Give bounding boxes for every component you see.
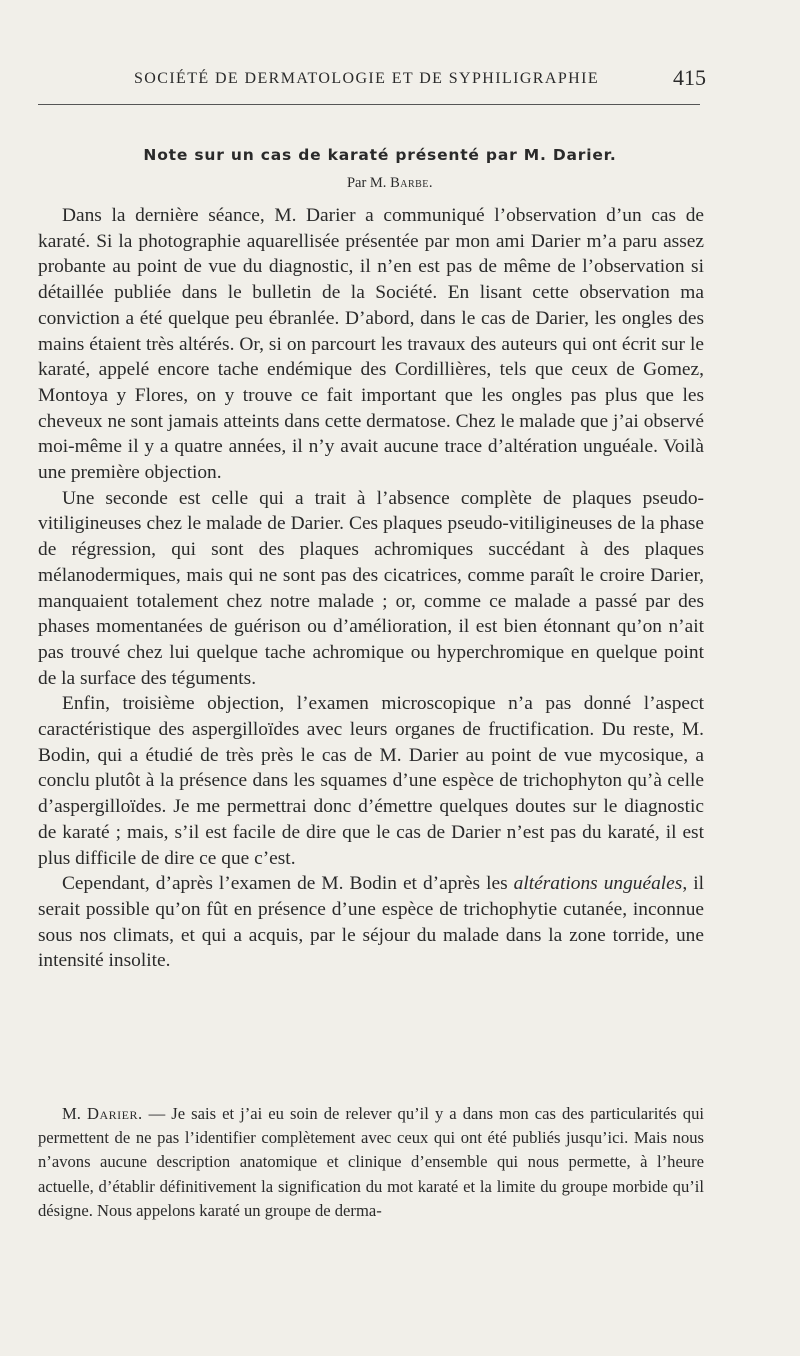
page-header [38,62,710,96]
byline-author: Barbe. [390,175,434,191]
article-body [38,203,704,974]
text-span: , il serait possible qu’on fût en présence d’une espèce de trichophytie cutanée, inconnue sous nos climats, et qui a acquis, par le séjour du malade dans la zone torride, une intensité insolite. [38,873,704,972]
page-number: 415 [673,65,706,90]
article-title: Note sur un cas de karaté présenté par M. Darier. [143,146,617,164]
italic-phrase: altérations unguéales [513,873,683,895]
byline-prefix: Par M. [346,175,387,191]
speaker-prefix: M. [62,1104,81,1123]
running-title: SOCIÉTÉ DE DERMATOLOGIE ET DE SYPHILIGRAPHIE [134,70,599,87]
paragraph: Une seconde est celle qui a trait à l’absence complète de plaques pseudo-vitiligineuses chez le malade de Darier. Ces plaques pseudo-vitiligineuses de la phase de régression, qui sont des plaques achromiques succédant à des plaques mélanodermiques, mais qui ne sont pas des cicatrices, comme paraît le croire Darier, manquaient totalement chez notre malade ; or, comme ce malade a passé par des phases momentanées de guérison ou d’amélioration, il est bien étonnant qu’on n’ait pas trouvé chez lui quelque tache achromique ou hyperchromique en quelque point de la surface des téguments. [38,487,704,689]
text-span: Cependant, d’après l’examen de M. Bodin et d’après les [62,873,514,895]
header-rule [38,104,700,105]
reply-paragraph [38,1102,704,1223]
speaker-name: Darier. [86,1104,143,1123]
paragraph: Enfin, troisième objection, l’examen microscopique n’a pas donné l’aspect caractéristique des aspergilloïdes avec leurs organes de fructification. Du reste, M. Bodin, qui a étudié de très près le cas de M. Darier au point de vue mycosique, a conclu plutôt à la présence dans les squames d’une espèce de trichophyton qu’à celle d’aspergilloïdes. Je me permettrai donc d’émettre quelques doutes sur le diagnostic de karaté ; mais, s’il est facile de dire que le cas de Darier n’est pas du karaté, il est plus difficile de dire ce que c’est. [38,693,704,869]
paragraph-last [38,871,704,974]
byline [0,175,780,192]
discussion-reply [38,1102,704,1223]
reply-text: — Je sais et j’ai eu soin de relever qu’il y a dans mon cas des particularités qui permettent de ne pas l’identifier complètement avec ceux qui ont été publiés jusqu’ici. Mais nous n’avons aucune description anatomique et clinique d’ensemble qui nous permette, à l’heure actuelle, d’établir définitivement la signification du mot karaté et la limite du groupe morbide qu’il désigne. Nous appelons karaté un groupe de derma- [38,1104,704,1220]
paragraph: Dans la dernière séance, M. Darier a communiqué l’observation d’un cas de karaté. Si la photographie aquarellisée présentée par mon ami Darier m’a paru assez probante au point de vue du diagnostic, il n’en est pas de même de l’observation si détaillée publiée dans le bulletin de la Société. En lisant cette observation ma conviction a été quelque peu ébranlée. D’abord, dans le cas de Darier, les ongles des mains étaient très altérés. Or, si on parcourt les travaux des auteurs qui ont écrit sur le karaté, appelé encore tache endémique des Cordillières, tels que ceux de Gomez, Montoya y Flores, on y trouve ce fait important que les ongles pas plus que les cheveux ne sont jamais atteints dans cette dermatose. Chez le malade que j’ai observé moi-même il y a quatre années, il n’y avait aucune trace d’altération unguéale. Voilà une première objection. [38,205,704,484]
